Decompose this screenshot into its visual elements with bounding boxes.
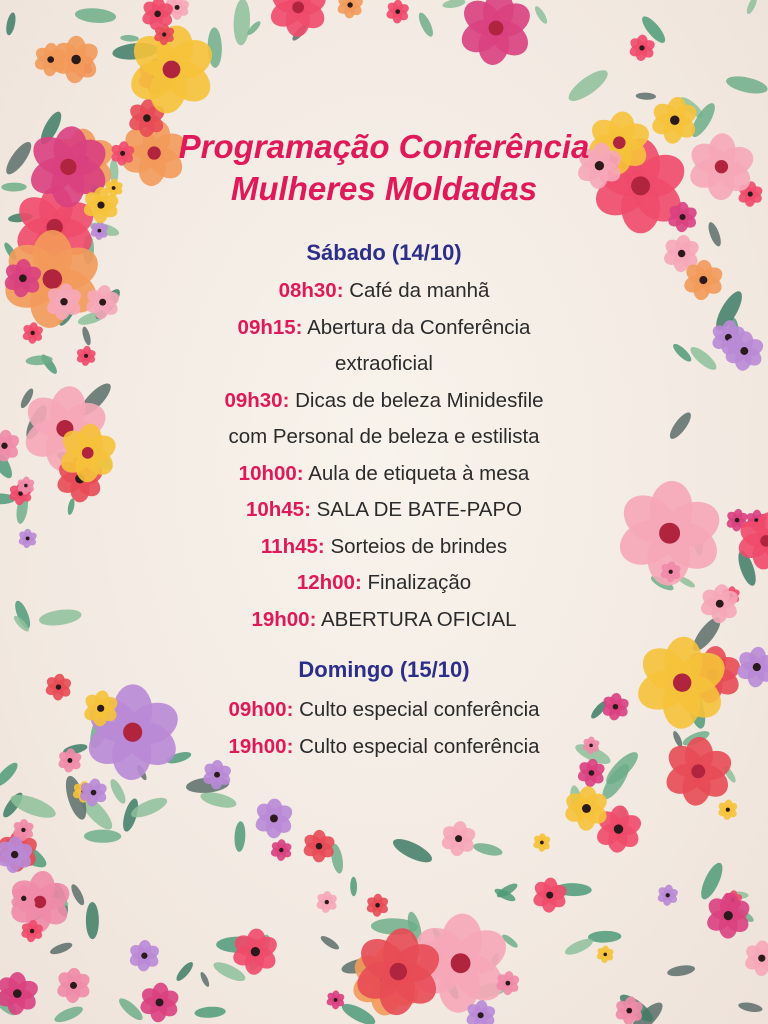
flower-decoration <box>596 945 615 963</box>
flower-decoration <box>315 891 339 914</box>
leaf-decoration <box>319 934 341 952</box>
leaf-decoration <box>120 34 139 42</box>
schedule-time: 12h00: <box>296 571 362 594</box>
leaf-decoration <box>194 1006 226 1019</box>
schedule-item <box>0 698 768 722</box>
leaf-decoration <box>199 971 211 988</box>
flower-decoration <box>456 0 536 67</box>
schedule-item <box>0 316 768 340</box>
schedule-text: Sorteios de brindes <box>330 534 508 558</box>
sunday-heading: Domingo (15/10) <box>298 657 470 682</box>
leaf-decoration <box>5 12 18 36</box>
schedule-time: 09h30: <box>224 388 290 412</box>
flower-decoration <box>531 877 569 913</box>
leaf-decoration <box>86 902 99 939</box>
leaf-decoration <box>636 92 657 100</box>
flower-decoration <box>440 820 478 857</box>
leaf-decoration <box>350 877 357 897</box>
leaf-decoration <box>564 65 612 106</box>
leaf-decoration <box>74 7 116 25</box>
schedule-item <box>0 608 768 632</box>
flower-decoration <box>270 839 293 861</box>
leaf-decoration <box>233 0 251 46</box>
flower-decoration <box>365 894 390 917</box>
flower-decoration <box>385 0 411 24</box>
schedule-text: Culto especial conferência <box>299 698 540 721</box>
flower-decoration <box>266 0 330 37</box>
schedule-time: 19h00: <box>251 607 317 631</box>
flower-decoration <box>704 892 753 939</box>
schedule-time: 09h15: <box>237 315 303 339</box>
flower-decoration <box>614 995 645 1024</box>
leaf-decoration <box>0 760 21 790</box>
leaf-decoration <box>84 830 122 843</box>
schedule-text: ABERTURA OFICIAL <box>320 607 517 631</box>
flower-decoration <box>301 830 336 863</box>
schedule-item <box>0 462 768 486</box>
schedule-text: Abertura da Conferência <box>307 315 531 339</box>
flower-decoration <box>628 34 657 61</box>
schedule-text: Café da manhã <box>349 279 490 302</box>
schedule-time: 10h00: <box>238 461 304 485</box>
leaf-decoration <box>697 860 727 902</box>
schedule-text: Finalização <box>367 571 472 594</box>
schedule-text: extraoficial <box>335 352 433 375</box>
schedule-time: 19h00: <box>228 734 294 758</box>
leaf-decoration <box>442 0 466 10</box>
flower-decoration <box>140 0 175 31</box>
flower-decoration <box>532 833 552 852</box>
leaf-decoration <box>174 960 196 983</box>
flower-decoration <box>50 36 101 84</box>
leaf-decoration <box>745 0 759 15</box>
flower-decoration <box>230 928 280 976</box>
flower-decoration <box>656 884 679 906</box>
title-line-1: Programação Conferência <box>178 128 590 165</box>
schedule-text: com Personal de beleza e estilista <box>228 425 540 448</box>
flower-decoration <box>743 940 768 976</box>
schedule-item <box>0 735 768 759</box>
leaf-decoration <box>563 936 595 958</box>
leaf-decoration <box>49 940 74 956</box>
schedule-text: Culto especial conferência <box>299 734 540 758</box>
schedule-item <box>0 571 768 595</box>
flower-decoration <box>336 0 365 19</box>
flower-decoration <box>253 798 296 838</box>
leaf-decoration <box>69 883 87 907</box>
flower-decoration <box>717 799 739 820</box>
leaf-decoration <box>738 1001 764 1014</box>
schedule-item <box>0 425 768 449</box>
leaf-decoration <box>108 777 129 806</box>
leaf-decoration <box>234 821 246 852</box>
saturday-heading: Sábado (14/10) <box>306 240 462 265</box>
leaf-decoration <box>53 1003 85 1024</box>
schedule-item <box>0 389 768 413</box>
schedule-item <box>0 498 768 522</box>
leaf-decoration <box>416 11 436 39</box>
leaf-decoration <box>725 73 768 97</box>
schedule-time: 08h30: <box>278 279 344 302</box>
leaf-decoration <box>666 963 695 978</box>
schedule-time: 09h00: <box>228 698 294 721</box>
flower-decoration <box>127 940 161 972</box>
schedule-text: Dicas de beleza Minidesfile <box>295 388 544 412</box>
schedule-text: Aula de etiqueta à mesa <box>308 461 530 485</box>
schedule-item <box>0 535 768 559</box>
flower-decoration <box>55 967 93 1003</box>
flower-decoration <box>138 982 181 1023</box>
schedule-item <box>0 279 768 303</box>
leaf-decoration <box>533 5 550 26</box>
schedule-item <box>0 352 768 376</box>
schedule-text: SALA DE BATE-PAPO <box>316 498 523 521</box>
leaf-decoration <box>390 834 435 866</box>
schedule-time: 10h45: <box>245 498 311 521</box>
schedule-time: 11h45: <box>260 534 325 558</box>
leaf-decoration <box>472 841 504 858</box>
title-line-2: Mulheres Moldadas <box>230 170 538 207</box>
